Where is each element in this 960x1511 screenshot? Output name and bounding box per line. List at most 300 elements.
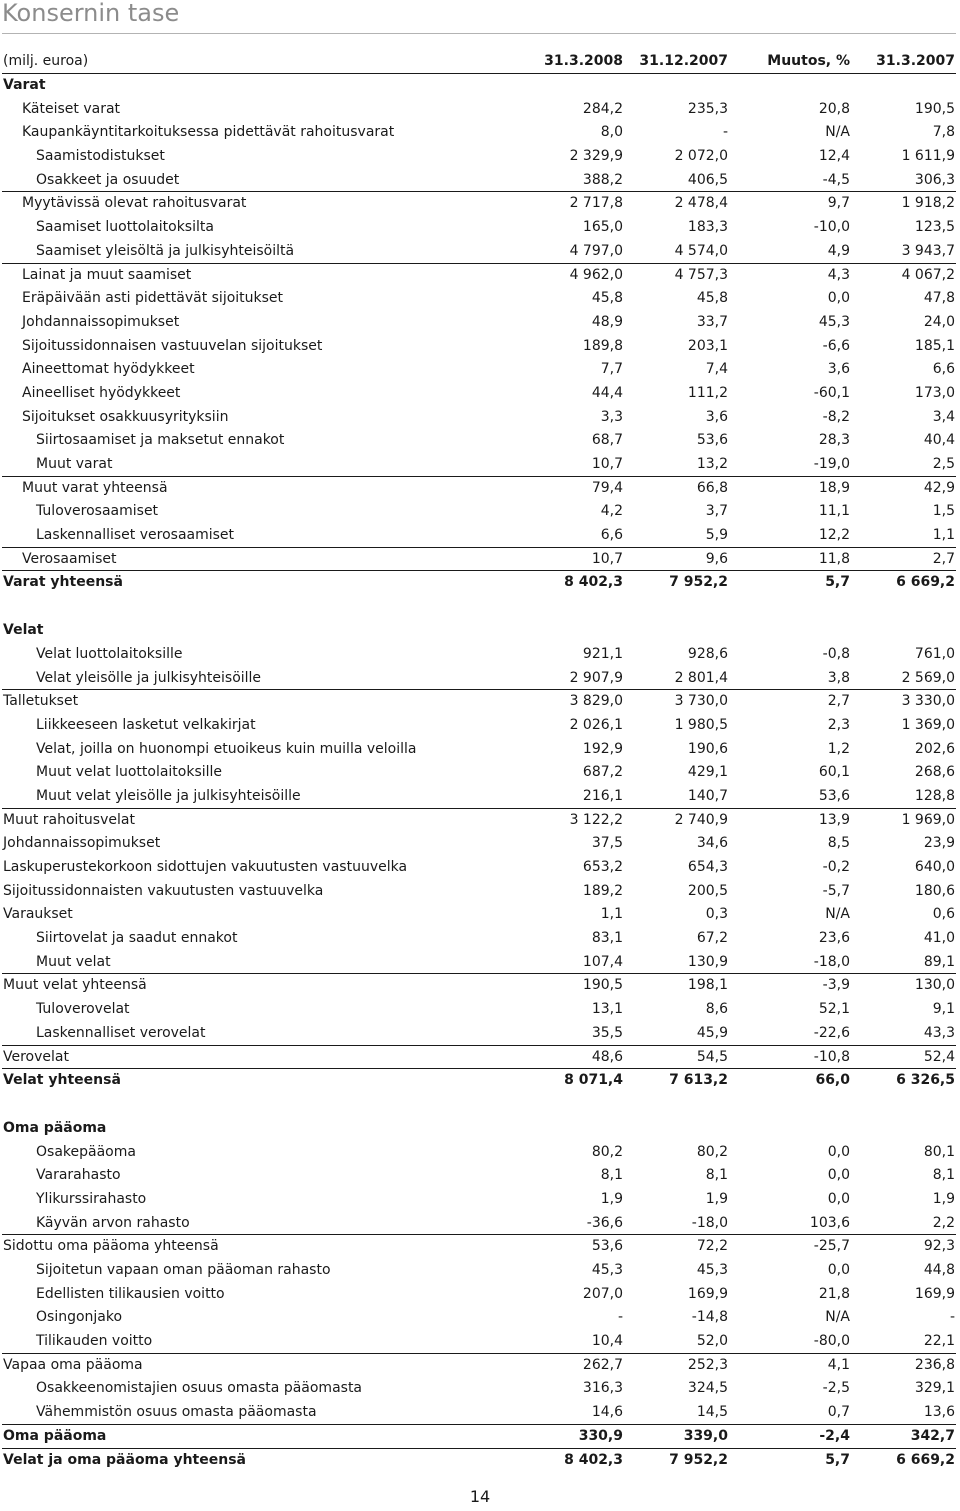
value-31-3-2007: 4 067,2 [901,266,955,283]
value-31-12-2007: 654,3 [687,859,728,875]
value-31-12-2007: 4 757,3 [674,266,728,283]
table-row [0,880,958,904]
value-31-12-2007: 8,6 [705,1001,728,1018]
table-row [0,927,958,951]
value-31-12-2007: 7,4 [705,361,728,378]
table-row [0,1022,958,1046]
row-label: Sijoitussidonnaisen vastuuvelan sijoitukset [22,337,323,354]
row-label: Velat [3,622,44,639]
table-row [0,1330,958,1354]
balance-sheet-table [0,48,958,1472]
section-row [0,1449,958,1473]
value-change-percent: -22,6 [813,1024,850,1041]
value-31-3-2007: 24,0 [923,313,955,330]
value-31-3-2008: 10,4 [591,1333,623,1350]
row-label: Osakkeet ja osuudet [36,171,180,188]
table-row [0,216,958,240]
value-31-3-2008: 8 402,3 [564,1451,623,1468]
value-31-3-2008: 189,2 [582,882,623,899]
table-row [0,903,958,927]
table-row [0,643,958,667]
table-body [0,74,958,1472]
value-31-12-2007: 7 952,2 [669,574,728,591]
value-31-12-2007: - [722,124,728,141]
value-31-3-2007: 7,8 [932,124,955,141]
row-label: Verovelat [3,1048,69,1065]
row-label: Myytävissä olevat rahoitusvarat [22,195,247,212]
value-31-3-2008: 2 907,9 [569,669,623,686]
row-label: Käteiset varat [22,100,121,117]
value-31-3-2007: 2,2 [932,1214,955,1231]
row-label: Velat yleisölle ja julkisyhteisöille [36,669,262,686]
value-31-12-2007: 2 072,0 [674,148,728,165]
table-row [0,714,958,738]
row-label: Talletukset [3,693,79,710]
value-31-12-2007: 9,6 [705,550,728,567]
row-label: Eräpäivään asti pidettävät sijoitukset [22,290,284,307]
value-31-3-2007: 1,9 [932,1190,955,1207]
row-label: Velat luottolaitoksille [36,645,183,662]
value-31-12-2007: 7 613,2 [669,1072,728,1089]
value-change-percent: 0,0 [827,1167,850,1184]
value-31-3-2008: 1,1 [600,906,623,923]
value-31-3-2008: 79,4 [591,479,623,496]
value-31-3-2007: 190,5 [914,100,955,117]
value-change-percent: -19,0 [813,456,850,472]
table-row [0,192,958,216]
value-31-12-2007: 45,3 [696,1262,728,1278]
value-change-percent: 4,1 [827,1356,850,1373]
value-31-12-2007: 1 980,5 [674,716,728,733]
table-row [0,477,958,501]
table-row [0,809,958,833]
value-31-3-2008: 37,5 [591,835,623,852]
value-31-12-2007: 429,1 [687,764,728,781]
value-31-3-2008: 192,9 [582,740,623,757]
table-row [0,548,958,572]
table-row [0,1354,958,1378]
table-row [0,240,958,264]
row-label: Osakkeenomistajien osuus omasta pääomasta [36,1380,363,1397]
value-31-12-2007: 0,3 [705,906,728,923]
table-row [0,951,958,975]
value-31-12-2007: 928,6 [687,645,728,662]
value-change-percent: 12,2 [818,527,850,544]
value-change-percent: 0,0 [827,290,850,307]
value-31-12-2007: 14,5 [696,1404,728,1421]
value-31-12-2007: 169,9 [687,1285,728,1302]
value-change-percent: 4,3 [827,266,850,283]
value-31-3-2007: 3,4 [932,408,955,425]
value-31-3-2007: 180,6 [914,882,955,899]
value-31-3-2007: 2,7 [932,550,955,567]
section-row [0,1425,958,1449]
page-number: 14 [469,1487,491,1506]
value-31-3-2007: 6 669,2 [896,1451,955,1468]
value-31-3-2008: 8 402,3 [564,574,623,591]
value-31-3-2008: 8,1 [600,1167,623,1184]
value-change-percent: 9,7 [827,195,850,212]
value-31-12-2007: 3,7 [705,503,728,520]
value-31-3-2008: 35,5 [591,1024,623,1041]
row-label: Varat [3,77,46,93]
column-header-change-percent: Muutos, % [767,53,850,69]
value-31-3-2007: 173,0 [914,384,955,401]
value-change-percent: 0,7 [827,1404,850,1421]
value-31-3-2008: 48,9 [591,313,623,330]
value-31-3-2008: 3 122,2 [569,811,623,828]
value-31-12-2007: 235,3 [687,100,728,117]
value-31-3-2008: 80,2 [591,1143,623,1160]
row-label: Johdannaissopimukset [22,313,180,330]
value-31-12-2007: 45,9 [696,1024,728,1041]
value-31-3-2007: 6,6 [932,361,955,378]
value-31-3-2008: 13,1 [591,1001,623,1018]
value-change-percent: N/A [825,1309,850,1326]
row-label: Varat yhteensä [3,574,123,591]
value-31-3-2008: 216,1 [582,787,623,804]
table-row [0,1046,958,1070]
value-change-percent: 2,3 [827,716,850,733]
row-label: Tilikauden voitto [36,1333,153,1350]
value-change-percent: 0,0 [827,1190,850,1207]
value-31-12-2007: 198,1 [687,977,728,994]
value-31-3-2008: 8 071,4 [564,1072,623,1089]
value-31-3-2008: 330,9 [578,1427,623,1444]
value-31-3-2008: 921,1 [582,645,623,662]
value-31-3-2007: 3 330,0 [901,693,955,710]
value-31-12-2007: 252,3 [687,1356,728,1373]
spacer-row [0,1093,958,1117]
value-31-3-2007: 42,9 [923,479,955,496]
value-31-3-2008: 8,0 [600,124,623,141]
value-31-12-2007: 339,0 [683,1427,728,1444]
value-31-3-2007: 342,7 [910,1427,955,1444]
table-row [0,1188,958,1212]
row-label: Tuloverovelat [36,1001,130,1018]
value-31-3-2007: 306,3 [914,171,955,188]
value-31-3-2007: 1,1 [932,527,955,544]
value-change-percent: 45,3 [818,313,850,330]
value-change-percent: -0,2 [822,859,850,875]
table-row [0,121,958,145]
table-row [0,667,958,691]
value-31-3-2008: 2 329,9 [569,148,623,165]
value-31-12-2007: 130,9 [687,953,728,970]
value-31-3-2008: 45,8 [591,290,623,307]
row-label: Tuloverosaamiset [36,503,159,520]
value-31-12-2007: 34,6 [696,835,728,852]
value-31-3-2007: 23,9 [923,835,955,852]
value-change-percent: 18,9 [818,479,850,496]
section-row [0,619,958,643]
value-31-3-2008: 44,4 [591,384,623,401]
value-31-12-2007: 72,2 [696,1238,728,1255]
value-31-3-2008: 2 026,1 [569,716,623,733]
value-31-3-2007: 123,5 [914,219,955,236]
table-header [0,48,958,74]
value-change-percent: -0,8 [822,645,850,662]
table-row [0,1377,958,1401]
value-31-3-2008: -36,6 [586,1214,623,1231]
row-label: Edellisten tilikausien voitto [36,1285,225,1302]
title-divider [2,33,956,34]
value-31-3-2008: 2 717,8 [569,195,623,212]
table-row [0,785,958,809]
row-label: Velat yhteensä [3,1072,121,1089]
table-row [0,145,958,169]
row-label: Kaupankäyntitarkoituksessa pidettävät rahoitusvarat [22,124,395,141]
row-label: Sijoitetun vapaan oman pääoman rahasto [36,1262,331,1278]
value-31-3-2007: 268,6 [914,764,955,781]
value-change-percent: -2,5 [822,1380,850,1397]
value-31-3-2007: 128,8 [914,787,955,804]
value-31-3-2007: - [949,1309,955,1326]
value-31-3-2007: 43,3 [923,1024,955,1041]
row-label: Saamiset luottolaitoksilta [36,219,214,236]
row-label: Sidottu oma pääoma yhteensä [3,1238,219,1255]
value-31-12-2007: 66,8 [696,479,728,496]
value-change-percent: -3,9 [822,977,850,994]
value-31-3-2007: 80,1 [923,1143,955,1160]
table-row [0,382,958,406]
column-header-31-3-2007: 31.3.2007 [876,53,955,69]
unit-label: (milj. euroa) [3,53,89,69]
row-label: Muut rahoitusvelat [3,811,135,828]
table-row [0,169,958,193]
spacer-row [0,595,958,619]
value-31-3-2008: 1,9 [600,1190,623,1207]
section-row [0,74,958,98]
value-31-3-2007: 22,1 [923,1333,955,1350]
table-row [0,98,958,122]
value-31-12-2007: 200,5 [687,882,728,899]
page-title: Konsernin tase [2,0,180,27]
value-31-3-2008: 4 962,0 [569,266,623,283]
value-31-3-2007: 13,6 [923,1404,955,1421]
section-row [0,1117,958,1141]
value-31-3-2008: 14,6 [591,1404,623,1421]
value-31-3-2008: 262,7 [582,1356,623,1373]
table-row [0,1306,958,1330]
value-31-3-2008: 3,3 [600,408,623,425]
column-header-31-12-2007: 31.12.2007 [639,53,728,69]
value-change-percent: 23,6 [818,930,850,947]
value-31-3-2007: 236,8 [914,1356,955,1373]
row-label: Osakepääoma [36,1143,136,1160]
table-row [0,1141,958,1165]
value-31-12-2007: 203,1 [687,337,728,354]
value-31-3-2008: 3 829,0 [569,693,623,710]
table-row [0,264,958,288]
value-change-percent: -10,8 [813,1048,850,1065]
value-change-percent: -5,7 [822,882,850,899]
value-31-3-2007: 44,8 [923,1262,955,1278]
row-label: Muut varat yhteensä [22,479,168,496]
value-31-3-2008: 107,4 [582,953,623,970]
value-change-percent: 3,8 [827,669,850,686]
table-row [0,453,958,477]
value-31-12-2007: 183,3 [687,219,728,236]
row-label: Vapaa oma pääoma [3,1356,143,1373]
value-change-percent: -80,0 [813,1333,850,1350]
value-31-3-2008: 284,2 [582,100,623,117]
row-label: Velat, joilla on huonompi etuoikeus kuin muilla veloilla [36,740,417,757]
value-31-3-2007: 8,1 [932,1167,955,1184]
value-31-12-2007: 80,2 [696,1143,728,1160]
table-row [0,429,958,453]
value-change-percent: N/A [825,906,850,923]
row-label: Muut velat [36,953,111,970]
column-header-31-3-2008: 31.3.2008 [544,53,623,69]
value-change-percent: 21,8 [818,1285,850,1302]
row-label: Oma pääoma [3,1119,107,1136]
value-31-12-2007: 45,8 [696,290,728,307]
value-31-3-2007: 0,6 [932,906,955,923]
value-31-12-2007: 13,2 [696,456,728,472]
value-31-3-2008: 165,0 [582,219,623,236]
value-31-3-2007: 202,6 [914,740,955,757]
row-label: Vähemmistön osuus omasta pääomasta [36,1404,317,1421]
row-label: Muut velat yhteensä [3,977,147,994]
table-row [0,358,958,382]
value-31-12-2007: 111,2 [687,384,728,401]
value-31-3-2008: 4,2 [600,503,623,520]
value-31-3-2008: 189,8 [582,337,623,354]
row-label: Vararahasto [36,1167,121,1184]
value-31-3-2007: 3 943,7 [901,242,955,259]
value-change-percent: 4,9 [827,242,850,259]
table-row [0,998,958,1022]
value-31-3-2007: 1 918,2 [901,195,955,212]
value-31-3-2007: 6 326,5 [896,1072,955,1089]
row-label: Verosaamiset [22,550,117,567]
value-change-percent: 66,0 [815,1072,850,1089]
value-31-3-2008: 316,3 [582,1380,623,1397]
row-label: Muut varat [36,456,113,472]
table-row [0,832,958,856]
table-row [0,690,958,714]
row-label: Siirtosaamiset ja maksetut ennakot [36,432,285,449]
table-row [0,856,958,880]
row-label: Oma pääoma [3,1427,107,1444]
row-label: Laskennalliset verosaamiset [36,527,235,544]
value-31-3-2008: 190,5 [582,977,623,994]
table-row [0,1212,958,1236]
value-31-3-2008: - [617,1309,623,1326]
value-31-3-2007: 761,0 [914,645,955,662]
value-31-3-2007: 329,1 [914,1380,955,1397]
value-31-12-2007: 2 740,9 [674,811,728,828]
row-label: Siirtovelat ja saadut ennakot [36,930,238,947]
value-31-3-2008: 10,7 [591,456,623,472]
value-change-percent: 12,4 [818,148,850,165]
value-31-3-2008: 7,7 [600,361,623,378]
row-label: Käyvän arvon rahasto [36,1214,190,1231]
value-31-3-2008: 6,6 [600,527,623,544]
value-31-3-2007: 169,9 [914,1285,955,1302]
value-change-percent: -6,6 [822,337,850,354]
value-31-3-2007: 1 969,0 [901,811,955,828]
table-row [0,1401,958,1425]
value-31-3-2007: 41,0 [923,930,955,947]
row-label: Sijoitussidonnaisten vakuutusten vastuuvelka [3,882,324,899]
table-row [0,1235,958,1259]
value-31-12-2007: 8,1 [705,1167,728,1184]
value-change-percent: 2,7 [827,693,850,710]
table-row [0,500,958,524]
value-31-3-2007: 640,0 [914,859,955,875]
value-31-12-2007: 53,6 [696,432,728,449]
value-31-12-2007: 33,7 [696,313,728,330]
row-label: Muut velat yleisölle ja julkisyhteisöille [36,787,301,804]
value-change-percent: -25,7 [813,1238,850,1255]
table-row [0,761,958,785]
value-change-percent: 52,1 [818,1001,850,1018]
value-31-12-2007: 4 574,0 [674,242,728,259]
value-31-3-2007: 185,1 [914,337,955,354]
row-label: Ylikurssirahasto [36,1190,147,1207]
section-row [0,1069,958,1093]
value-31-3-2008: 687,2 [582,764,623,781]
row-label: Osingonjako [36,1309,123,1326]
value-change-percent: 8,5 [827,835,850,852]
value-change-percent: 28,3 [818,432,850,449]
table-row [0,287,958,311]
value-change-percent: 0,0 [827,1262,850,1278]
value-31-12-2007: 7 952,2 [669,1451,728,1468]
table-row [0,335,958,359]
table-row [0,974,958,998]
row-label: Saamistodistukset [36,148,165,165]
value-change-percent: -8,2 [822,408,850,425]
value-change-percent: -60,1 [813,384,850,401]
value-change-percent: 20,8 [818,100,850,117]
value-31-3-2007: 89,1 [923,953,955,970]
value-31-3-2007: 1 369,0 [901,716,955,733]
value-31-12-2007: 406,5 [687,171,728,188]
value-change-percent: 60,1 [818,764,850,781]
table-row [0,1283,958,1307]
table-row [0,1164,958,1188]
row-label: Saamiset yleisöltä ja julkisyhteisöiltä [36,242,295,259]
table-row [0,311,958,335]
value-31-12-2007: 54,5 [696,1048,728,1065]
value-change-percent: 0,0 [827,1143,850,1160]
value-31-12-2007: 2 801,4 [674,669,728,686]
value-change-percent: -2,4 [819,1427,850,1444]
table-row [0,738,958,762]
value-change-percent: 11,8 [818,550,850,567]
value-31-3-2008: 388,2 [582,171,623,188]
value-change-percent: -10,0 [813,219,850,236]
value-change-percent: 3,6 [827,361,850,378]
value-change-percent: 103,6 [809,1214,850,1231]
row-label: Aineettomat hyödykkeet [22,361,195,378]
value-31-12-2007: 190,6 [687,740,728,757]
value-change-percent: 13,9 [818,811,850,828]
value-change-percent: 5,7 [825,574,850,591]
value-change-percent: N/A [825,124,850,141]
value-31-3-2008: 68,7 [591,432,623,449]
value-31-3-2007: 52,4 [923,1048,955,1065]
row-label: Lainat ja muut saamiset [22,266,192,283]
value-31-3-2008: 53,6 [591,1238,623,1255]
table-row [0,524,958,548]
value-31-3-2008: 83,1 [591,930,623,947]
value-31-12-2007: 2 478,4 [674,195,728,212]
value-31-3-2007: 2,5 [932,456,955,472]
